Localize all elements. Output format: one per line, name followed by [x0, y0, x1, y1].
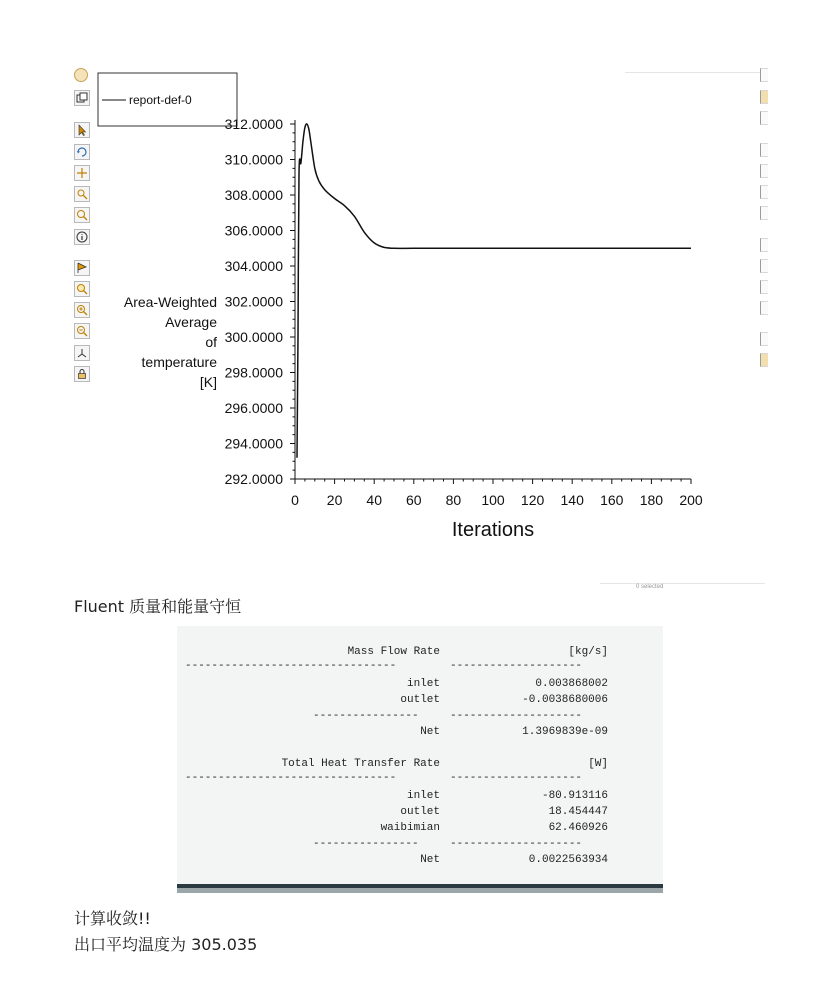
x-tick-label: 120	[520, 492, 545, 508]
x-tick-label: 180	[639, 492, 664, 508]
y-axis-label-line: temperature	[141, 354, 217, 370]
heat-row-value: 62.460926	[548, 822, 608, 834]
y-tick-label: 298.0000	[224, 364, 283, 381]
mass-row-name: outlet	[400, 694, 440, 706]
separator: ----------------	[313, 710, 419, 722]
y-tick-label: 300.0000	[224, 329, 283, 345]
y-tick-label: 302.0000	[224, 293, 283, 310]
y-tick-label: 296.0000	[224, 400, 283, 416]
heat-row-value: 18.454447	[548, 806, 608, 818]
mass-flow-header: Mass Flow Rate	[347, 646, 440, 658]
x-tick-label: 60	[406, 492, 422, 508]
heat-net-value: 0.0022563934	[528, 854, 608, 866]
mass-row-value: 0.003868002	[535, 678, 608, 690]
heat-net-label: Net	[420, 854, 440, 866]
heat-row-name: inlet	[406, 790, 440, 802]
x-tick-label: 200	[679, 492, 703, 508]
x-tick-label: 40	[366, 492, 382, 508]
separator: --------------------------------	[185, 660, 397, 672]
heat-row-name: outlet	[400, 806, 440, 818]
x-tick-label: 160	[600, 492, 624, 508]
y-axis-label-line: Average	[165, 314, 217, 330]
console-scroll-track	[177, 884, 663, 888]
heat-row-value: -80.913116	[541, 790, 608, 802]
separator: --------------------------------	[185, 772, 397, 784]
y-tick-label: 306.0000	[224, 222, 283, 239]
y-axis-label-line: Area-Weighted	[123, 294, 217, 310]
y-axis-label-line: of	[205, 334, 217, 350]
separator: --------------------	[450, 710, 583, 722]
mass-row-name: inlet	[406, 678, 440, 690]
mass-net-label: Net	[420, 726, 440, 738]
converged-note: 计算收敛!!	[74, 909, 151, 928]
outlet-temperature-note: 出口平均温度为 305.035	[74, 935, 258, 954]
y-tick-label: 312.0000	[224, 116, 283, 132]
section-title: Fluent 质量和能量守恒	[74, 597, 242, 616]
separator: ----------------	[313, 838, 419, 850]
heat-transfer-unit: [W]	[588, 758, 608, 770]
panel-divider	[600, 583, 765, 584]
separator: --------------------	[450, 772, 583, 784]
y-tick-label: 310.0000	[224, 151, 283, 168]
heat-row-name: waibimian	[380, 822, 440, 834]
x-tick-label: 20	[326, 492, 343, 508]
y-axis-label-line: [K]	[199, 374, 217, 390]
heat-transfer-header: Total Heat Transfer Rate	[281, 758, 440, 770]
x-tick-label: 140	[560, 492, 584, 508]
mass-net-value: 1.3969839e-09	[522, 726, 608, 738]
y-tick-label: 308.0000	[224, 187, 283, 203]
separator: --------------------	[450, 660, 583, 672]
mass-flow-unit: [kg/s]	[568, 646, 608, 658]
mass-row-value: -0.0038680006	[522, 694, 608, 706]
y-tick-label: 304.0000	[224, 258, 283, 274]
x-tick-label: 100	[481, 492, 505, 508]
separator: --------------------	[450, 838, 583, 850]
series-line-report-def-0	[297, 124, 691, 458]
legend-label: report-def-0	[129, 93, 192, 107]
selection-status: 0 selected	[636, 584, 664, 590]
x-tick-label: 80	[445, 492, 462, 508]
y-tick-label: 294.0000	[224, 435, 283, 452]
x-axis-label: Iterations	[451, 519, 535, 541]
y-tick-label: 292.0000	[224, 471, 283, 487]
x-tick-label: 0	[291, 492, 299, 508]
